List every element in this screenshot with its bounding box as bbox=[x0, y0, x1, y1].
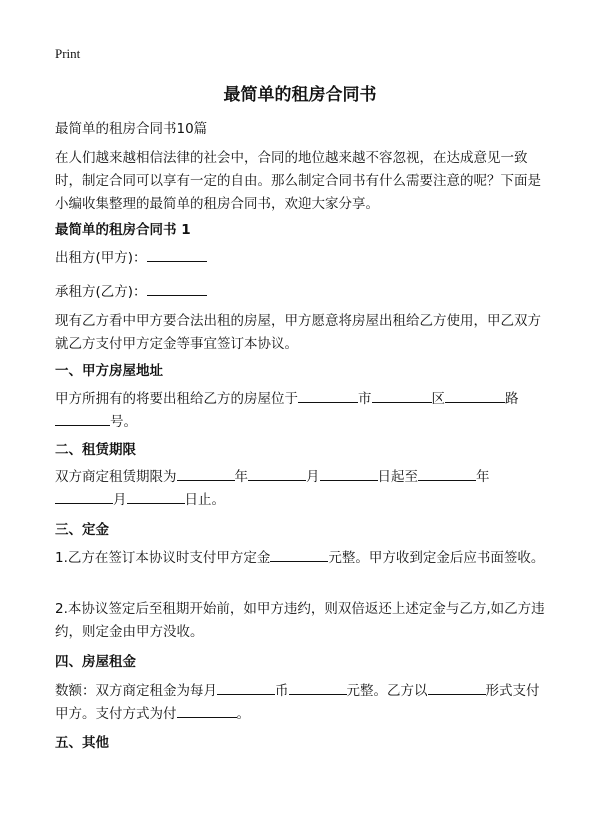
party-a-blank[interactable] bbox=[147, 248, 207, 262]
start-year-label: 年 bbox=[234, 469, 248, 485]
start-month-blank[interactable] bbox=[248, 467, 306, 481]
payment-method-text: 形式支付甲方。支付方式为付 bbox=[55, 683, 540, 722]
district-label: 区 bbox=[431, 391, 445, 407]
section-3-heading: 三、定金 bbox=[55, 522, 109, 538]
address-text: 甲方所拥有的将要出租给乙方的房屋位于 bbox=[55, 391, 298, 407]
district-blank[interactable] bbox=[372, 389, 432, 403]
deposit-blank[interactable] bbox=[270, 548, 328, 562]
section-4-paragraph bbox=[55, 680, 550, 726]
party-a-line bbox=[55, 247, 550, 270]
end-year-blank[interactable] bbox=[418, 467, 476, 481]
road-label: 路 bbox=[505, 391, 519, 407]
end-year-label: 年 bbox=[476, 469, 490, 485]
section-3-paragraph-2: 2.本协议签定后至租期开始前，如甲方违约，则双倍返还上述定金与乙方,如乙方违约，则定金由甲方没收。 bbox=[55, 601, 545, 640]
number-label: 号。 bbox=[110, 414, 137, 430]
section-1-heading: 一、甲方房屋地址 bbox=[55, 363, 163, 379]
document-title: 最简单的租房合同书 bbox=[223, 85, 377, 105]
section-4-heading: 四、房屋租金 bbox=[55, 654, 136, 670]
currency-label: 币 bbox=[275, 683, 289, 699]
section-3-paragraph-1 bbox=[55, 547, 550, 570]
rent-amount-blank[interactable] bbox=[289, 681, 347, 695]
rent-currency-blank[interactable] bbox=[217, 681, 275, 695]
end-day-label: 日止。 bbox=[184, 492, 225, 508]
end-day-blank[interactable] bbox=[127, 490, 185, 504]
city-blank[interactable] bbox=[298, 389, 358, 403]
road-blank[interactable] bbox=[445, 389, 505, 403]
deposit-suffix: 元整。甲方收到定金后应书面签收。 bbox=[328, 550, 545, 566]
start-day-label: 日起至 bbox=[377, 469, 418, 485]
payment-form-blank[interactable] bbox=[428, 681, 486, 695]
rent-amount-label: 元整。乙方以 bbox=[346, 683, 428, 699]
start-day-blank[interactable] bbox=[320, 467, 378, 481]
section-5-heading: 五、其他 bbox=[55, 735, 109, 751]
document-subtitle: 最简单的租房合同书10篇 bbox=[55, 121, 208, 137]
preamble-paragraph: 现有乙方看中甲方要合法出租的房屋，甲方愿意将房屋出租给乙方使用，甲乙双方就乙方支付甲方定金等事宜签订本协议。 bbox=[55, 313, 541, 352]
section-2-paragraph bbox=[55, 466, 550, 512]
term-text: 双方商定租赁期限为 bbox=[55, 469, 177, 485]
section-2-heading: 二、租赁期限 bbox=[55, 442, 136, 458]
party-a-label: 出租方(甲方)： bbox=[55, 250, 147, 266]
start-year-blank[interactable] bbox=[177, 467, 235, 481]
number-blank[interactable] bbox=[55, 412, 110, 426]
end-month-label: 月 bbox=[113, 492, 127, 508]
end-month-blank[interactable] bbox=[55, 490, 113, 504]
party-b-line bbox=[55, 281, 550, 304]
intro-paragraph: 在人们越来越相信法律的社会中，合同的地位越来越不容忽视，在达成意见一致时，制定合同可以享有一定的自由。那么制定合同书有什么需要注意的呢？下面是小编收集整理的最简单的租房合同书，欢迎大家分享。 bbox=[55, 150, 541, 212]
rent-text: 数额：双方商定租金为每月 bbox=[55, 683, 217, 699]
party-b-blank[interactable] bbox=[147, 282, 207, 296]
city-label: 市 bbox=[358, 391, 372, 407]
payment-method-suffix: 。 bbox=[236, 706, 250, 722]
deposit-text: 1.乙方在签订本协议时支付甲方定金 bbox=[55, 550, 271, 566]
print-link[interactable]: Print bbox=[55, 46, 81, 61]
contract-heading: 最简单的租房合同书 1 bbox=[55, 222, 191, 238]
payment-method-blank[interactable] bbox=[177, 704, 237, 718]
start-month-label: 月 bbox=[306, 469, 320, 485]
party-b-label: 承租方(乙方)： bbox=[55, 284, 147, 300]
section-1-paragraph bbox=[55, 388, 550, 434]
